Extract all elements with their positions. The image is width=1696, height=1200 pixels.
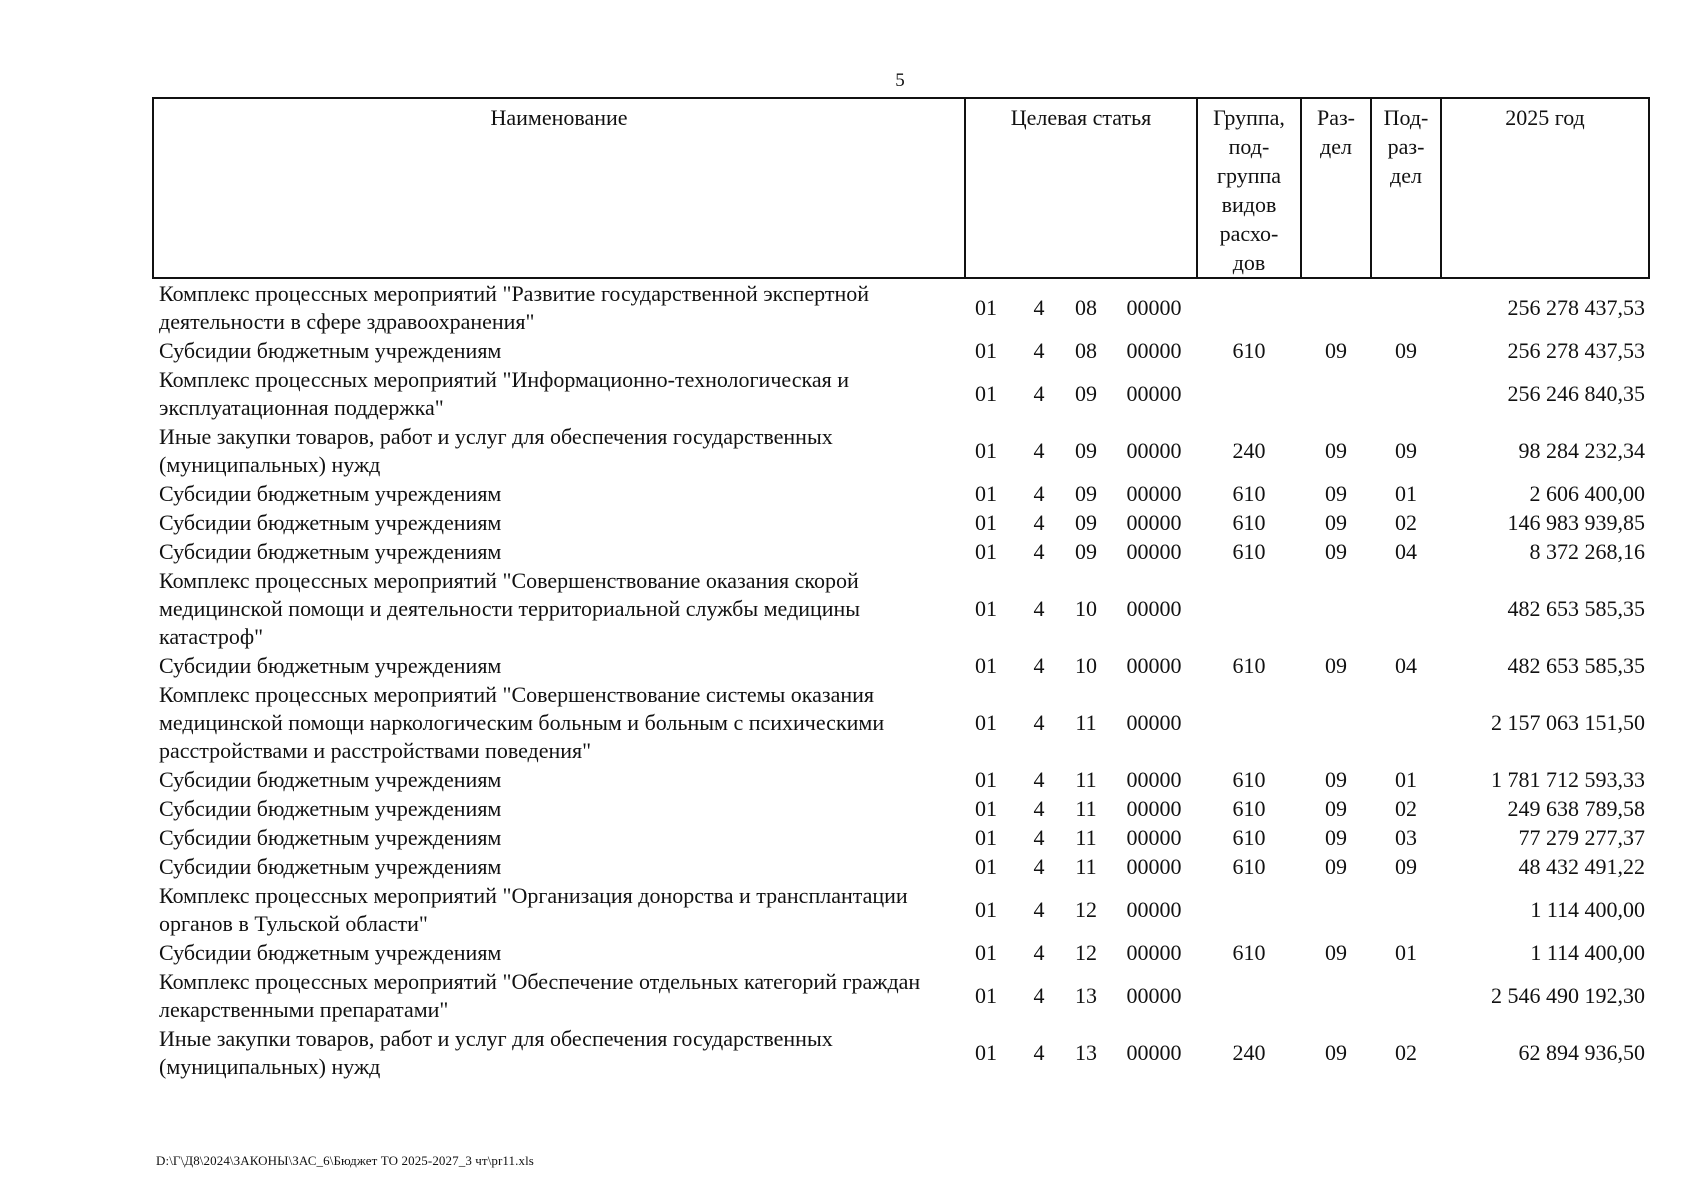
cell-expense-group [1197,365,1301,422]
cell-section: 09 [1325,796,1347,821]
cell-type: 4 [1033,983,1045,1008]
cell-program: 01 [975,653,997,678]
cell-type: 4 [1033,338,1045,363]
header-section [1301,98,1371,278]
table-row [153,651,1649,680]
table-row [153,1024,1649,1081]
header-subsection-line: раз- [1387,134,1425,159]
cell-section: 09 [1325,653,1347,678]
cell-direction: 00000 [1126,940,1182,965]
page-number: 5 [895,70,905,91]
cell-expense-group [1197,967,1301,1024]
cell-type: 4 [1033,796,1045,821]
cell-subsection: 02 [1395,510,1417,535]
cell-direction: 00000 [1126,796,1182,821]
cell-complex: 08 [1075,295,1097,320]
cell-direction: 00000 [1126,510,1182,535]
cell-expense-group: 610 [1232,940,1266,965]
cell-complex: 13 [1075,983,1097,1008]
table-row [153,680,1649,765]
cell-complex: 11 [1075,710,1097,735]
cell-expense-group [1197,566,1301,651]
cell-name: Субсидии бюджетным учреждениям [159,767,502,792]
cell-subsection: 01 [1395,940,1417,965]
cell-type: 4 [1033,940,1045,965]
cell-program: 01 [975,539,997,564]
cell-type: 4 [1033,825,1045,850]
table-row [153,852,1649,881]
table-row [153,881,1649,938]
table-row [153,479,1649,508]
cell-expense-group: 610 [1232,481,1266,506]
cell-expense-group: 610 [1232,767,1266,792]
cell-program: 01 [975,767,997,792]
header-subsection [1371,98,1441,278]
cell-subsection: 04 [1395,539,1417,564]
cell-program: 01 [975,710,997,735]
header-group-line: под- [1228,134,1270,159]
table-row [153,938,1649,967]
table-body [153,278,1649,1081]
cell-amount-2025: 1 781 712 593,33 [1491,767,1645,792]
cell-amount-2025: 2 606 400,00 [1529,481,1645,506]
cell-section [1301,967,1371,1024]
file-path-footer: D:\Г\Д8\2024\ЗАКОНЫ\ЗАС_6\Бюджет ТО 2025-2027_3 чт\pr11.xls [156,1153,534,1168]
cell-program: 01 [975,854,997,879]
cell-program: 01 [975,1040,997,1065]
cell-section: 09 [1325,854,1347,879]
cell-direction: 00000 [1126,338,1182,363]
cell-direction: 00000 [1126,854,1182,879]
header-group-line: дов [1232,250,1266,275]
cell-complex: 12 [1075,897,1097,922]
cell-name: Комплекс процессных мероприятий "Развитие государственной экспертной деятельности в сфере здравоохранения" [159,281,869,334]
cell-expense-group [1197,278,1301,336]
cell-subsection [1371,566,1441,651]
cell-section: 09 [1325,438,1347,463]
table-header [153,98,1649,278]
cell-direction: 00000 [1126,983,1182,1008]
cell-expense-group: 610 [1232,825,1266,850]
cell-section [1301,680,1371,765]
cell-name: Субсидии бюджетным учреждениям [159,653,502,678]
cell-program: 01 [975,510,997,535]
header-year: 2025 год [1441,98,1649,278]
cell-direction: 00000 [1126,767,1182,792]
header-group-line: группа [1216,163,1282,188]
cell-direction: 00000 [1126,295,1182,320]
cell-section [1301,881,1371,938]
cell-subsection: 02 [1395,1040,1417,1065]
cell-direction: 00000 [1126,1040,1182,1065]
header-name: Наименование [153,98,965,278]
cell-amount-2025: 2 546 490 192,30 [1491,983,1645,1008]
cell-type: 4 [1033,438,1045,463]
cell-expense-group: 610 [1232,796,1266,821]
cell-section: 09 [1325,539,1347,564]
header-target-article: Целевая статья [965,98,1197,278]
header-group-line: расхо- [1219,221,1279,246]
cell-amount-2025: 249 638 789,58 [1507,796,1645,821]
cell-name: Комплекс процессных мероприятий "Обеспечение отдельных категорий граждан лекарственными препаратами" [159,969,921,1022]
cell-type: 4 [1033,653,1045,678]
cell-subsection: 04 [1395,653,1417,678]
cell-complex: 08 [1075,338,1097,363]
cell-program: 01 [975,825,997,850]
cell-amount-2025: 482 653 585,35 [1507,653,1645,678]
cell-complex: 12 [1075,940,1097,965]
header-group [1197,98,1301,278]
budget-table [152,97,1650,1081]
table-row [153,336,1649,365]
cell-subsection [1371,278,1441,336]
cell-complex: 10 [1075,653,1097,678]
table-row [153,967,1649,1024]
table-row [153,537,1649,566]
cell-complex: 09 [1075,510,1097,535]
cell-type: 4 [1033,381,1045,406]
cell-amount-2025: 62 894 936,50 [1518,1040,1645,1065]
cell-name: Субсидии бюджетным учреждениям [159,825,502,850]
cell-expense-group: 610 [1232,653,1266,678]
cell-section [1301,566,1371,651]
header-group-line: Группа, [1213,105,1285,130]
cell-direction: 00000 [1126,653,1182,678]
cell-amount-2025: 146 983 939,85 [1507,510,1645,535]
cell-complex: 11 [1075,825,1097,850]
cell-complex: 13 [1075,1040,1097,1065]
cell-expense-group: 610 [1232,854,1266,879]
cell-program: 01 [975,481,997,506]
cell-subsection: 01 [1395,481,1417,506]
cell-type: 4 [1033,481,1045,506]
cell-program: 01 [975,596,997,621]
cell-section: 09 [1325,825,1347,850]
cell-subsection [1371,365,1441,422]
cell-name: Комплекс процессных мероприятий "Организация донорства и трансплантации органов в Тульской области" [159,883,908,936]
cell-direction: 00000 [1126,539,1182,564]
header-group-line: видов [1221,192,1277,217]
cell-program: 01 [975,897,997,922]
cell-expense-group [1197,680,1301,765]
cell-program: 01 [975,983,997,1008]
table-row [153,794,1649,823]
cell-amount-2025: 1 114 400,00 [1530,940,1645,965]
cell-direction: 00000 [1126,825,1182,850]
cell-name: Комплекс процессных мероприятий "Совершенствование оказания скорой медицинской помощи и деятельности территориальной службы медицины катастроф" [159,568,861,649]
cell-section [1301,278,1371,336]
cell-name: Субсидии бюджетным учреждениям [159,338,502,363]
cell-program: 01 [975,381,997,406]
table-row [153,508,1649,537]
cell-complex: 11 [1075,796,1097,821]
cell-name: Субсидии бюджетным учреждениям [159,854,502,879]
cell-expense-group: 240 [1232,438,1266,463]
cell-section: 09 [1325,940,1347,965]
cell-direction: 00000 [1126,481,1182,506]
cell-complex: 10 [1075,596,1097,621]
cell-expense-group: 610 [1232,510,1266,535]
table-row [153,566,1649,651]
cell-subsection: 09 [1395,854,1417,879]
cell-section: 09 [1325,1040,1347,1065]
cell-amount-2025: 256 278 437,53 [1507,295,1645,320]
cell-name: Субсидии бюджетным учреждениям [159,510,502,535]
cell-complex: 09 [1075,481,1097,506]
cell-direction: 00000 [1126,381,1182,406]
cell-amount-2025: 2 157 063 151,50 [1491,710,1645,735]
cell-direction: 00000 [1126,710,1182,735]
cell-name: Субсидии бюджетным учреждениям [159,481,502,506]
cell-type: 4 [1033,539,1045,564]
cell-amount-2025: 8 372 268,16 [1529,539,1645,564]
cell-complex: 11 [1075,854,1097,879]
cell-type: 4 [1033,767,1045,792]
header-section-line: Раз- [1316,105,1356,130]
cell-type: 4 [1033,1040,1045,1065]
cell-complex: 09 [1075,438,1097,463]
cell-subsection: 02 [1395,796,1417,821]
table-row [153,823,1649,852]
cell-section [1301,365,1371,422]
cell-amount-2025: 256 278 437,53 [1507,338,1645,363]
cell-direction: 00000 [1126,438,1182,463]
header-subsection-line: дел [1390,163,1422,188]
cell-section: 09 [1325,338,1347,363]
cell-name: Иные закупки товаров, работ и услуг для обеспечения государственных (муниципальных) нужд [159,424,833,477]
cell-direction: 00000 [1126,596,1182,621]
cell-subsection [1371,967,1441,1024]
cell-subsection: 09 [1395,338,1417,363]
cell-type: 4 [1033,854,1045,879]
cell-name: Субсидии бюджетным учреждениям [159,940,502,965]
cell-direction: 00000 [1126,897,1182,922]
cell-name: Субсидии бюджетным учреждениям [159,796,502,821]
cell-amount-2025: 482 653 585,35 [1507,596,1645,621]
cell-program: 01 [975,295,997,320]
cell-expense-group [1197,881,1301,938]
cell-type: 4 [1033,295,1045,320]
cell-complex: 09 [1075,539,1097,564]
cell-program: 01 [975,438,997,463]
cell-name: Иные закупки товаров, работ и услуг для обеспечения государственных (муниципальных) нужд [159,1026,833,1079]
cell-amount-2025: 256 246 840,35 [1507,381,1645,406]
cell-subsection: 09 [1395,438,1417,463]
cell-subsection: 03 [1395,825,1417,850]
table-row [153,422,1649,479]
cell-subsection: 01 [1395,767,1417,792]
table-row [153,765,1649,794]
cell-program: 01 [975,796,997,821]
cell-amount-2025: 48 432 491,22 [1518,854,1645,879]
cell-amount-2025: 1 114 400,00 [1530,897,1645,922]
cell-program: 01 [975,338,997,363]
cell-type: 4 [1033,897,1045,922]
cell-section: 09 [1325,767,1347,792]
table-row [153,365,1649,422]
cell-expense-group: 610 [1232,338,1266,363]
cell-type: 4 [1033,710,1045,735]
cell-complex: 11 [1075,767,1097,792]
cell-subsection [1371,680,1441,765]
cell-name: Комплекс процессных мероприятий "Совершенствование системы оказания медицинской помощи наркологическим больным и больным с психическими расстройствами и расстройствами поведения" [159,682,885,763]
cell-section: 09 [1325,481,1347,506]
cell-name: Субсидии бюджетным учреждениям [159,539,502,564]
cell-program: 01 [975,940,997,965]
cell-complex: 09 [1075,381,1097,406]
cell-type: 4 [1033,510,1045,535]
header-subsection-line: Под- [1383,105,1429,130]
cell-name: Комплекс процессных мероприятий "Информационно-технологическая и эксплуатационная поддержка" [159,367,849,420]
cell-expense-group: 240 [1232,1040,1266,1065]
cell-amount-2025: 98 284 232,34 [1518,438,1645,463]
cell-section: 09 [1325,510,1347,535]
header-section-line: дел [1320,134,1352,159]
cell-subsection [1371,881,1441,938]
cell-expense-group: 610 [1232,539,1266,564]
table-row [153,278,1649,336]
cell-type: 4 [1033,596,1045,621]
cell-amount-2025: 77 279 277,37 [1518,825,1645,850]
